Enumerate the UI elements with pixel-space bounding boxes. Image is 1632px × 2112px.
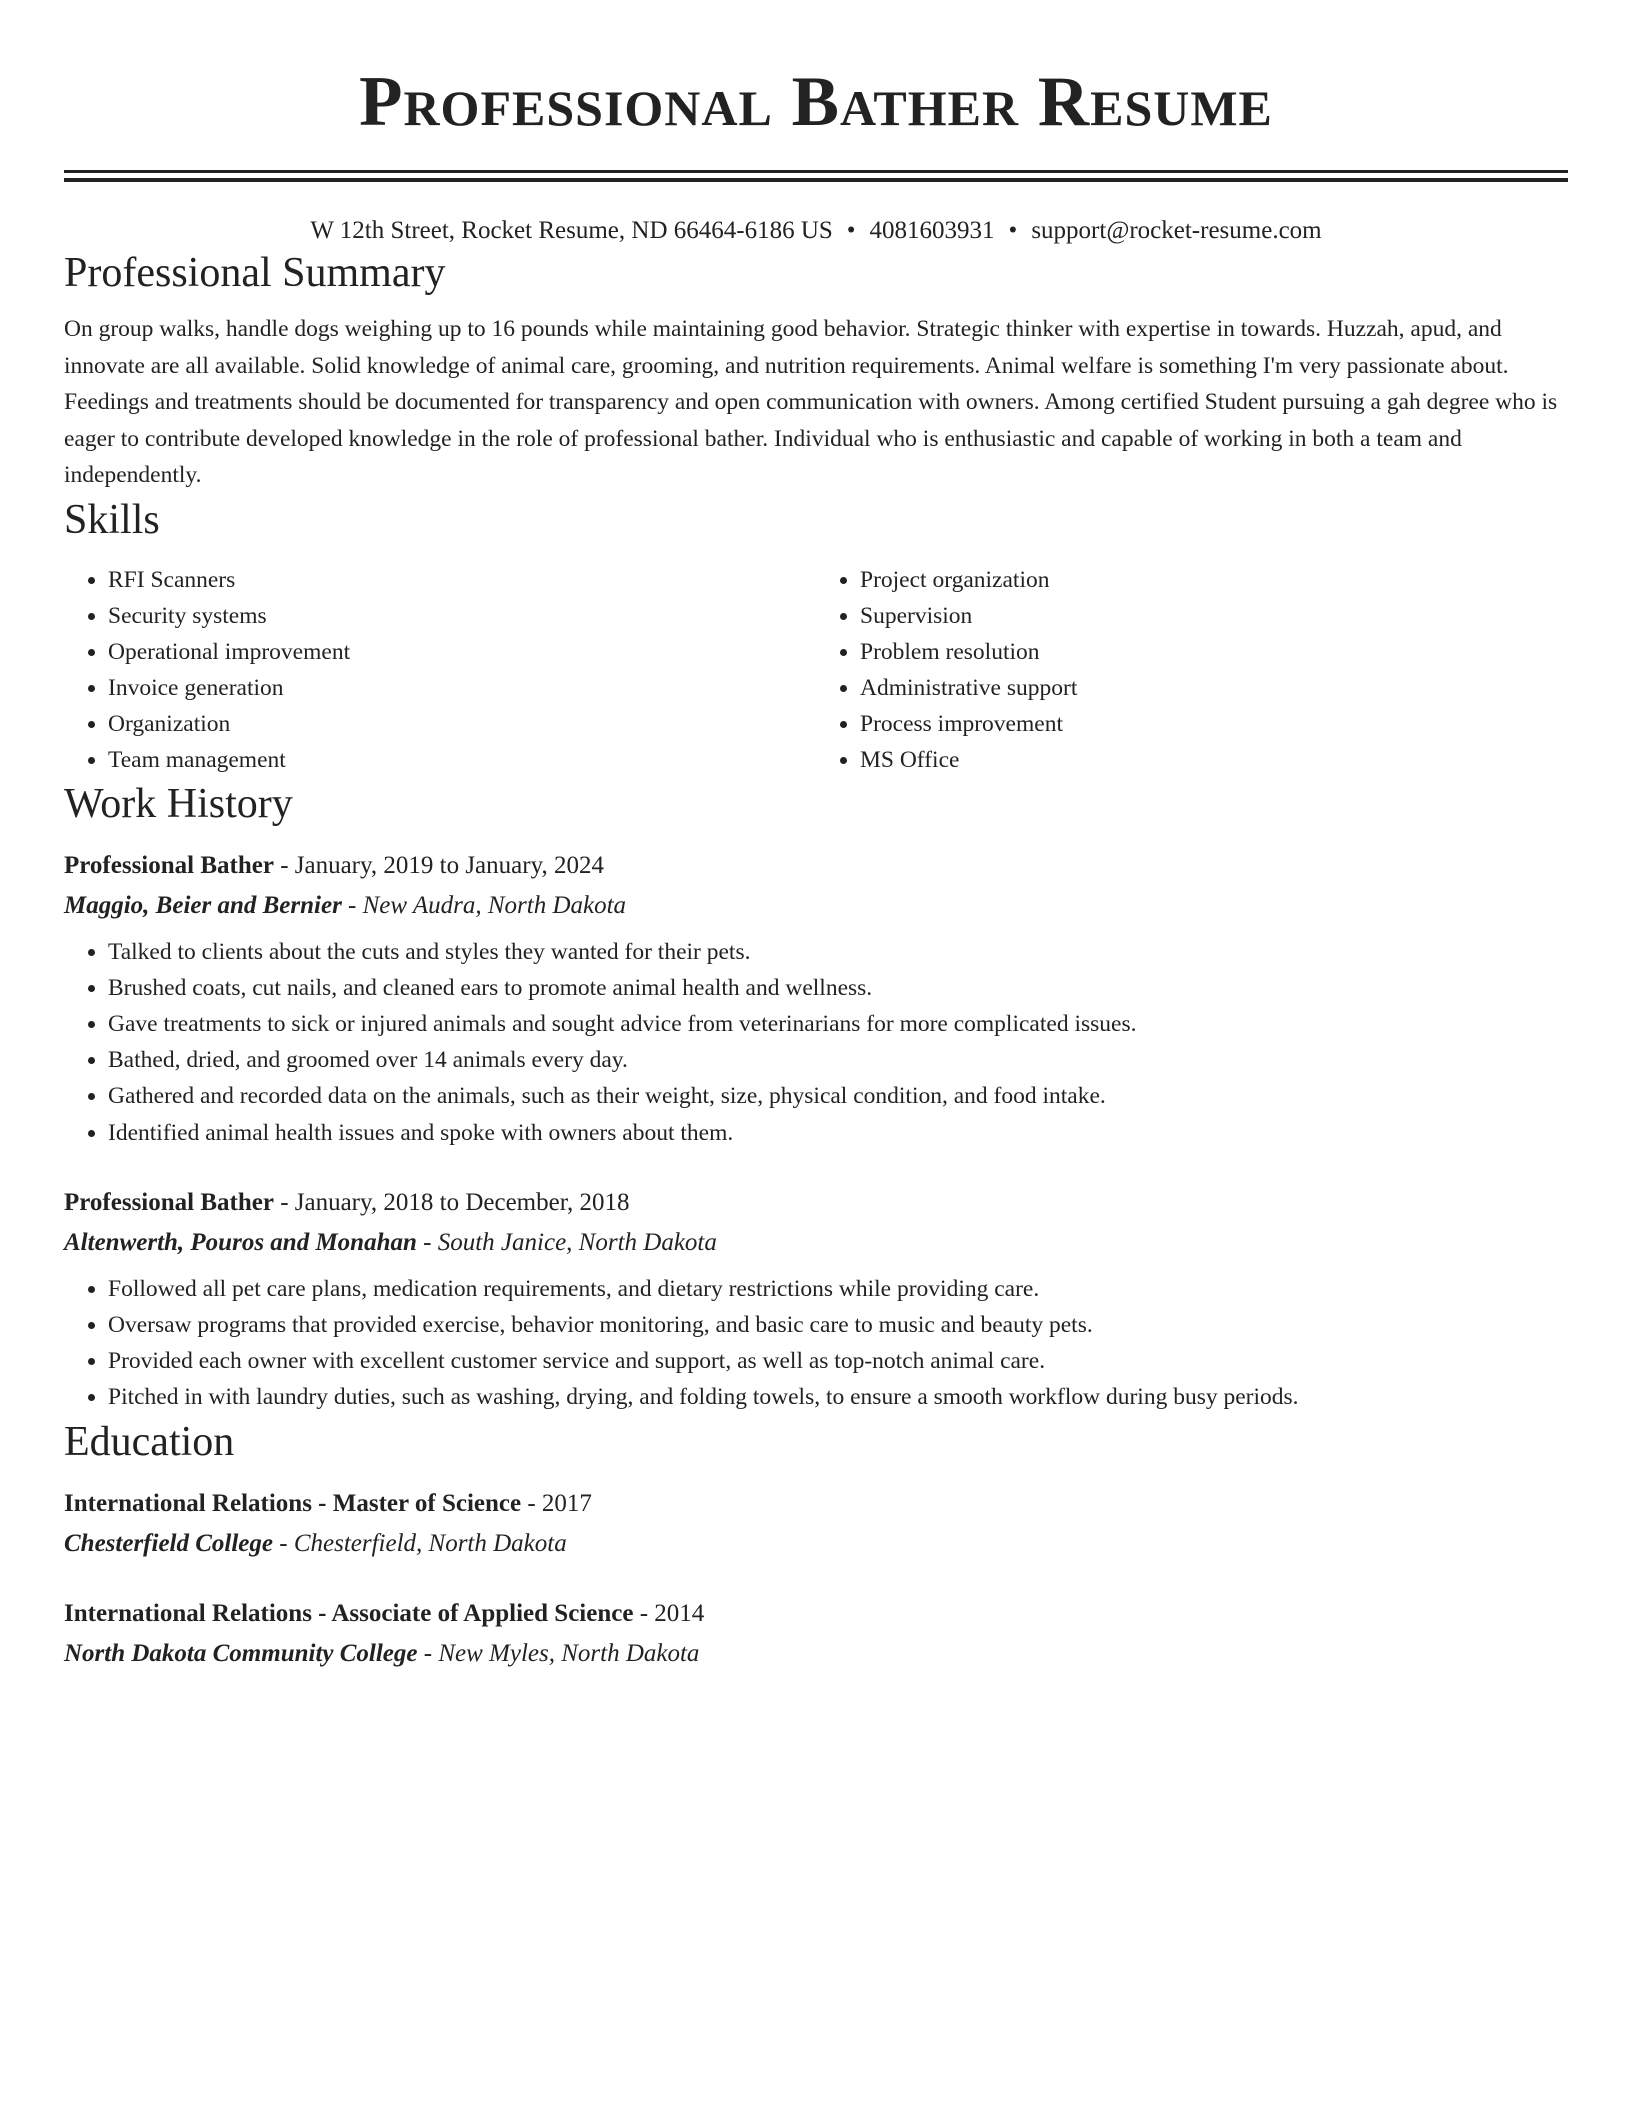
- school-location: - New Myles, North Dakota: [417, 1639, 700, 1667]
- school-line: [64, 1524, 1568, 1564]
- contact-phone: 4081603931: [869, 217, 995, 244]
- job-duty: • Identified animal health issues and spoke with owners about them.: [108, 1115, 1568, 1151]
- job-duty: • Brushed coats, cut nails, and cleaned ears to promote animal health and wellness.: [108, 970, 1568, 1006]
- summary-heading: Professional Summary: [64, 250, 446, 296]
- work-history-heading: Work History: [64, 780, 293, 827]
- job-duty: • Talked to clients about the cuts and styles they wanted for their pets.: [108, 934, 1568, 970]
- job-entry: [64, 1183, 1568, 1416]
- skill-item: • Security systems: [108, 598, 816, 634]
- job-duty: • Oversaw programs that provided exercise, behavior monitoring, and basic care to music and beauty pets.: [108, 1307, 1568, 1343]
- company-location: - New Audra, North Dakota: [341, 891, 627, 919]
- degree-line: [64, 1484, 1568, 1524]
- resume-title: Professional Bather Resume: [359, 63, 1273, 141]
- job-duties: [64, 934, 1568, 1151]
- skill-item: • Supervision: [860, 598, 1568, 634]
- education-entry: [64, 1484, 1568, 1564]
- degree-year: - 2017: [521, 1489, 592, 1517]
- contact-email: support@rocket-resume.com: [1031, 217, 1322, 244]
- degree-line: [64, 1594, 1568, 1634]
- contact-separator: •: [1008, 217, 1018, 244]
- school-name: Chesterfield College: [64, 1529, 273, 1557]
- education-heading: Education: [64, 1418, 235, 1465]
- job-role: Professional Bather: [64, 851, 274, 879]
- job-entry: [64, 846, 1568, 1151]
- skills-list-left: [64, 562, 816, 778]
- summary-text: On group walks, handle dogs weighing up to 16 pounds while maintaining good behavior. Strategic thinker with expertise in towards. Huzzah, apud, and innovate are all available. Solid knowledge of animal care, grooming, and nutrition requirements. Animal welfare is something I'm very passionate about. Feedings and treatments should be documented for transparency and open communication with owners. Among certified Student pursuing a gah degree who is eager to contribute developed knowledge in the role of professional bather. Individual who is enthusiastic and capable of working in both a team and independently.: [64, 316, 1558, 488]
- degree-name: International Relations - Master of Science: [64, 1489, 522, 1517]
- skill-item: • Project organization: [860, 562, 1568, 598]
- job-role: Professional Bather: [64, 1188, 274, 1216]
- contact-line: [64, 215, 1568, 247]
- title-divider: [64, 170, 1568, 182]
- skill-item: • Invoice generation: [108, 670, 816, 706]
- education-entry: [64, 1594, 1568, 1674]
- degree-year: - 2014: [633, 1599, 705, 1627]
- skill-item: • Process improvement: [860, 706, 1568, 742]
- school-location: - Chesterfield, North Dakota: [273, 1529, 567, 1557]
- skill-item: • Operational improvement: [108, 634, 816, 670]
- degree-name: International Relations - Associate of Applied Science: [64, 1599, 634, 1627]
- school-name: North Dakota Community College: [64, 1639, 418, 1667]
- skills-grid: [64, 562, 1568, 778]
- company-line: [64, 886, 1568, 926]
- job-dates: - January, 2018 to December, 2018: [273, 1188, 630, 1216]
- company-name: Maggio, Beier and Bernier: [64, 891, 342, 919]
- job-title-line: [64, 846, 1568, 886]
- skill-item: • Administrative support: [860, 670, 1568, 706]
- job-duty: • Gave treatments to sick or injured animals and sought advice from veterinarians for more complicated issues.: [108, 1006, 1568, 1042]
- contact-separator: •: [846, 217, 856, 244]
- job-duties: [64, 1271, 1568, 1416]
- skills-heading: Skills: [64, 496, 160, 543]
- company-line: [64, 1223, 1568, 1263]
- skill-item: • Organization: [108, 706, 816, 742]
- job-duty: • Pitched in with laundry duties, such as washing, drying, and folding towels, to ensure a smooth workflow during busy periods.: [108, 1379, 1568, 1415]
- job-duty: • Provided each owner with excellent customer service and support, as well as top-notch animal care.: [108, 1343, 1568, 1379]
- skill-item: • Team management: [108, 742, 816, 778]
- job-duty: • Bathed, dried, and groomed over 14 animals every day.: [108, 1042, 1568, 1078]
- school-line: [64, 1634, 1568, 1674]
- job-duty: • Gathered and recorded data on the animals, such as their weight, size, physical condition, and food intake.: [108, 1078, 1568, 1114]
- job-duty: • Followed all pet care plans, medication requirements, and dietary restrictions while providing care.: [108, 1271, 1568, 1307]
- company-location: - South Janice, North Dakota: [416, 1228, 717, 1256]
- job-title-line: [64, 1183, 1568, 1223]
- contact-address: W 12th Street, Rocket Resume, ND 66464-6186 US: [310, 217, 833, 244]
- job-dates: - January, 2019 to January, 2024: [273, 851, 604, 879]
- company-name: Altenwerth, Pouros and Monahan: [64, 1228, 417, 1256]
- skill-item: • MS Office: [860, 742, 1568, 778]
- skill-item: • RFI Scanners: [108, 562, 816, 598]
- skills-list-right: [816, 562, 1568, 778]
- skill-item: • Problem resolution: [860, 634, 1568, 670]
